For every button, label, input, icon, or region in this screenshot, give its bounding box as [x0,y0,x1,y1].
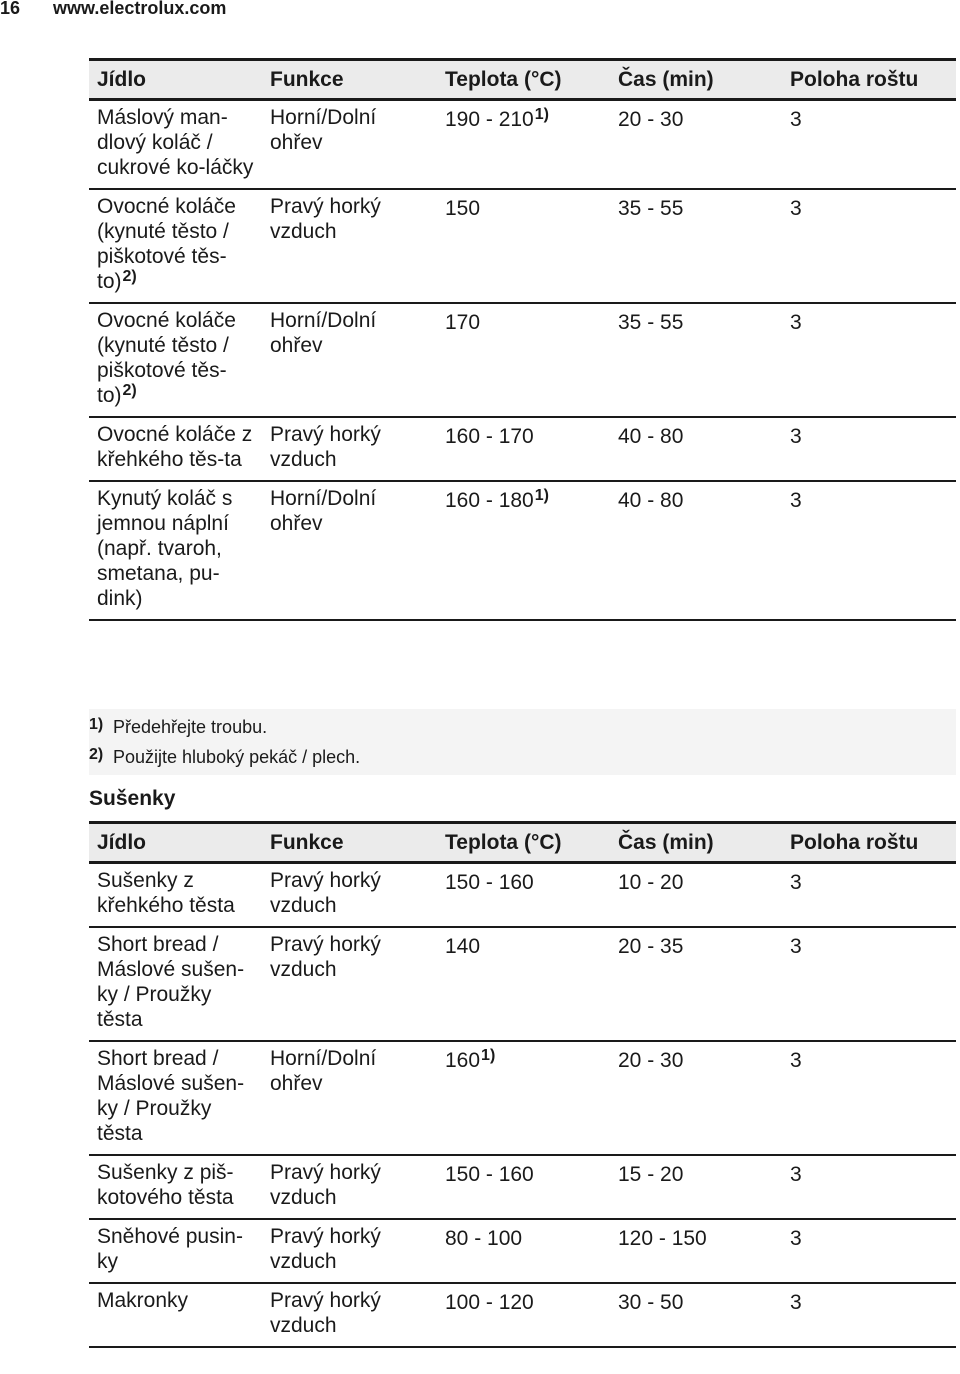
cell-food-text: Short bread / Máslové sušen-ky / Proužky těsta [97,1047,245,1145]
cell-temperature-text: 140 [445,935,481,958]
cell-food-text: Sněhové pusin-ky [97,1225,243,1273]
cell-function-text: Pravý horký vzduch [270,933,381,981]
cell-temperature-text: 160 [445,1049,481,1072]
cell-time-text: 35 - 55 [618,311,684,334]
cell-food-text: Sušenky z křehkého těsta [97,869,235,917]
cell-shelf-position [782,863,956,928]
header-temperature: Teplota (°C) [445,68,562,91]
cell-temperature [437,303,610,417]
cell-shelf-position [782,927,956,1041]
header-food: Jídlo [97,68,147,91]
page-number: 16 [0,0,21,18]
cell-temperature-text: 160 - 170 [445,425,534,448]
table-row [89,189,956,303]
cell-shelf-position-text: 3 [790,1163,802,1186]
header-time: Čas (min) [618,68,714,91]
cell-temperature [437,1155,610,1219]
cell-shelf-position [782,417,956,481]
table-header-row [89,823,956,863]
footnote-mark: 2) [89,746,104,763]
cell-function [262,100,437,190]
cell-food [89,1155,262,1219]
cell-shelf-position-text: 3 [790,425,802,448]
cell-function-text: Pravý horký vzduch [270,1289,381,1337]
table-row [89,303,956,417]
cell-temperature [437,1041,610,1155]
cell-time-text: 40 - 80 [618,425,684,448]
cell-time-text: 15 - 20 [618,1163,684,1186]
header-function: Funkce [270,68,344,91]
cell-function-text: Horní/Dolní ohřev [270,487,377,535]
website-url: www.electrolux.com [53,0,227,18]
cell-food [89,927,262,1041]
cell-time-text: 30 - 50 [618,1291,684,1314]
cell-time [610,1155,782,1219]
header-shelf-position: Poloha roštu [790,831,919,854]
cell-food-text: Ovocné koláče z křehkého těs-ta [97,423,253,471]
footnote-reference: 2) [122,382,137,399]
cell-food [89,863,262,928]
header-function: Funkce [270,831,344,854]
cell-temperature-text: 170 [445,311,481,334]
cell-food-text: Makronky [97,1289,189,1312]
cell-shelf-position-text: 3 [790,197,802,220]
cell-shelf-position [782,1219,956,1283]
cell-shelf-position-text: 3 [790,1049,802,1072]
baking-table-cakes [89,58,956,621]
cell-time-text: 20 - 30 [618,108,684,131]
cell-function-text: Pravý horký vzduch [270,869,381,917]
cell-function-text: Horní/Dolní ohřev [270,1047,377,1095]
cell-shelf-position [782,189,956,303]
cell-shelf-position [782,481,956,620]
cell-temperature-text: 150 - 160 [445,1163,534,1186]
cell-food [89,1041,262,1155]
cell-food [89,189,262,303]
footnote-reference: 2) [122,268,137,285]
cell-shelf-position [782,100,956,190]
cell-time-text: 20 - 30 [618,1049,684,1072]
cell-time [610,189,782,303]
cell-function [262,189,437,303]
cell-time [610,927,782,1041]
cell-shelf-position-text: 3 [790,1291,802,1314]
cell-function [262,481,437,620]
cell-food [89,481,262,620]
cell-shelf-position-text: 3 [790,935,802,958]
cell-temperature-text: 150 [445,197,481,220]
cell-function [262,303,437,417]
header-food: Jídlo [97,831,147,854]
cell-function-text: Horní/Dolní ohřev [270,106,377,154]
cell-shelf-position [782,1283,956,1347]
footnote-reference: 1) [534,487,549,504]
cell-food [89,100,262,190]
cell-temperature [437,927,610,1041]
cell-temperature-text: 80 - 100 [445,1227,523,1250]
table-row [89,1041,956,1155]
baking-table-cookies [89,821,956,1348]
table-row [89,417,956,481]
table-row [89,863,956,928]
cell-food [89,303,262,417]
cell-temperature [437,417,610,481]
cell-food [89,417,262,481]
footnote-text: Předehřejte troubu. [113,717,268,737]
cell-food-text: Short bread / Máslové sušen-ky / Proužky těsta [97,933,245,1031]
cell-temperature-text: 190 - 210 [445,108,534,131]
cell-time [610,1283,782,1347]
cell-time [610,417,782,481]
cell-function [262,927,437,1041]
cell-temperature [437,1219,610,1283]
cell-food [89,1283,262,1347]
cell-function-text: Horní/Dolní ohřev [270,309,377,357]
cell-time [610,303,782,417]
cell-temperature [437,100,610,190]
footnotes [89,709,956,775]
cell-function [262,1283,437,1347]
footnote-reference: 1) [481,1047,496,1064]
table-row [89,100,956,190]
cell-function-text: Pravý horký vzduch [270,1225,381,1273]
cell-temperature-text: 100 - 120 [445,1291,534,1314]
cell-shelf-position-text: 3 [790,489,802,512]
cell-time [610,481,782,620]
page-header [0,0,226,19]
header-shelf-position: Poloha roštu [790,68,919,91]
header-temperature: Teplota (°C) [445,831,562,854]
header-time: Čas (min) [618,831,714,854]
cell-temperature-text: 160 - 180 [445,489,534,512]
cell-temperature [437,481,610,620]
cell-shelf-position-text: 3 [790,871,802,894]
cell-temperature [437,189,610,303]
cell-function [262,863,437,928]
section-title-cookies: Sušenky [89,787,176,810]
footnote-mark: 1) [89,716,104,733]
cell-function [262,1155,437,1219]
cell-temperature [437,1283,610,1347]
table-row [89,1283,956,1347]
cell-time-text: 40 - 80 [618,489,684,512]
cell-time [610,863,782,928]
cell-temperature-text: 150 - 160 [445,871,534,894]
table-row [89,927,956,1041]
cell-function [262,1041,437,1155]
footnote-reference: 1) [534,106,549,123]
table-row [89,1155,956,1219]
cell-shelf-position-text: 3 [790,1227,802,1250]
cell-function-text: Pravý horký vzduch [270,195,381,243]
cell-time [610,100,782,190]
cell-function-text: Pravý horký vzduch [270,423,381,471]
cell-shelf-position-text: 3 [790,108,802,131]
table-header-row [89,60,956,100]
cell-food-text: Sušenky z piš-kotového těsta [97,1161,234,1209]
cell-food-text: Máslový man-dlový koláč / cukrové ko-láčky [97,106,254,179]
cell-time-text: 20 - 35 [618,935,684,958]
cell-function [262,417,437,481]
cell-function-text: Pravý horký vzduch [270,1161,381,1209]
cell-food-text: Ovocné koláče (kynuté těsto / piškotové těs-to) [97,309,236,407]
footnote-text: Použijte hluboký pekáč / plech. [113,747,361,767]
table-row [89,481,956,620]
cell-time-text: 35 - 55 [618,197,684,220]
cell-food [89,1219,262,1283]
footnote-2 [89,743,956,773]
cell-food-text: Kynutý koláč s jemnou náplní (např. tvaroh, smetana, pu-dink) [97,487,233,610]
cell-time [610,1041,782,1155]
cell-shelf-position [782,1041,956,1155]
cell-time [610,1219,782,1283]
cell-shelf-position-text: 3 [790,311,802,334]
cell-temperature [437,863,610,928]
cell-shelf-position [782,303,956,417]
cell-time-text: 120 - 150 [618,1227,707,1250]
cell-function [262,1219,437,1283]
footnote-1 [89,713,956,743]
table-row [89,1219,956,1283]
cell-shelf-position [782,1155,956,1219]
cell-time-text: 10 - 20 [618,871,684,894]
cell-food-text: Ovocné koláče (kynuté těsto / piškotové těs-to) [97,195,236,293]
